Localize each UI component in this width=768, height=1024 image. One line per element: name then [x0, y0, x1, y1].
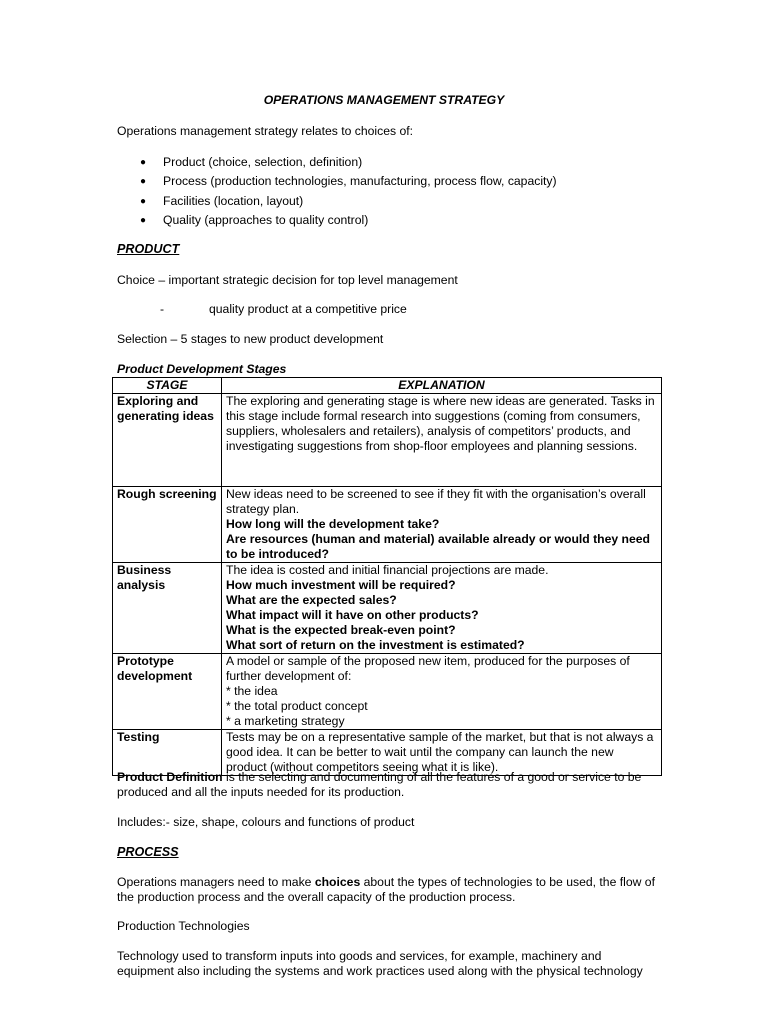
explanation-text: New ideas need to be screened to see if they fit with the organisation’s overall strategy plan. — [226, 487, 646, 516]
process-paragraph — [117, 875, 657, 905]
list-item: ● Process (production technologies, manufacturing, process flow, capacity) — [140, 174, 557, 193]
list-item: ● Product (choice, selection, definition) — [140, 155, 557, 174]
selection-paragraph: Selection – 5 stages to new product development — [117, 332, 384, 346]
explanation-cell — [222, 654, 662, 730]
key-question: Are resources (human and material) available already or would they need to be introduced? — [226, 532, 650, 561]
stage-cell: Testing — [113, 730, 222, 776]
includes-paragraph: Includes:- size, shape, colours and functions of product — [117, 815, 415, 829]
table-header-row — [113, 378, 662, 394]
explanation-text: A model or sample of the proposed new item, produced for the purposes of further development of: — [226, 654, 630, 683]
list-item: ● Facilities (location, layout) — [140, 194, 557, 213]
product-definition-paragraph — [117, 770, 657, 800]
key-question: What are the expected sales? — [226, 593, 397, 607]
explanation-cell — [222, 394, 662, 487]
explanation-cell — [222, 487, 662, 563]
explanation-cell — [222, 730, 662, 776]
stage-cell: Exploring and generating ideas — [113, 394, 222, 487]
table-row — [113, 487, 662, 563]
explanation-cell — [222, 563, 662, 654]
table-row — [113, 730, 662, 776]
process-heading: PROCESS — [117, 845, 179, 859]
stage-cell: Rough screening — [113, 487, 222, 563]
intro-paragraph: Operations management strategy relates to choices of: — [117, 124, 414, 138]
process-text-start: Operations managers need to make — [117, 875, 315, 889]
stage-cell: Business analysis — [113, 563, 222, 654]
explanation-text: The idea is costed and initial financial projections are made. — [226, 563, 549, 577]
definition-text: is the selecting and documenting of all the features of a good or service to be produced and all the inputs needed for its production. — [117, 770, 642, 799]
product-heading: PRODUCT — [117, 242, 180, 256]
technology-paragraph: Technology used to transform inputs into goods and services, for example, machinery and equipment also including the systems and work practices used along with the physical technology — [117, 949, 643, 978]
table-caption: Product Development Stages — [117, 362, 287, 376]
table-row — [113, 563, 662, 654]
table-row — [113, 654, 662, 730]
key-question: What sort of return on the investment is estimated? — [226, 638, 525, 652]
choices-list — [140, 155, 557, 232]
column-header-explanation: EXPLANATION — [222, 378, 662, 394]
key-question: What impact will it have on other products? — [226, 608, 479, 622]
page-title: OPERATIONS MANAGEMENT STRATEGY — [263, 93, 505, 107]
table-row — [113, 394, 662, 487]
process-text-emphasis: choices — [314, 875, 361, 889]
development-item: * the idea — [226, 684, 278, 698]
production-technologies-subheading: Production Technologies — [117, 919, 250, 933]
stage-cell: Prototype development — [113, 654, 222, 730]
dash-item-text: quality product at a competitive price — [209, 302, 407, 316]
column-header-stage: STAGE — [113, 378, 222, 394]
development-item: * a marketing strategy — [226, 714, 345, 728]
definition-term: Product Definition — [117, 770, 223, 784]
process-text-end: about the types of technologies to be used, the flow of the production process and the overall capacity of the production process. — [117, 875, 655, 904]
key-question: What is the expected break-even point? — [226, 623, 456, 637]
development-item: * the total product concept — [226, 699, 368, 713]
explanation-text: Tests may be on a representative sample of the market, but that is not always a good idea. It can be better to wait until the company can launch the new product (without competitors seeing what it is like). — [226, 730, 654, 774]
product-development-table — [112, 377, 662, 776]
dash-marker: - — [160, 302, 165, 316]
explanation-text: The exploring and generating stage is where new ideas are generated. Tasks in this stage include formal research into suggestions (coming from consumers, suppliers, wholesalers and retailers), analysis of competitors’ products, and investigating suggestions from shop-floor employees and planning sessions. — [226, 394, 655, 453]
key-question: How long will the development take? — [226, 517, 440, 531]
key-question: How much investment will be required? — [226, 578, 456, 592]
list-item: ● Quality (approaches to quality control) — [140, 213, 557, 232]
choice-paragraph: Choice – important strategic decision for top level management — [117, 273, 458, 287]
